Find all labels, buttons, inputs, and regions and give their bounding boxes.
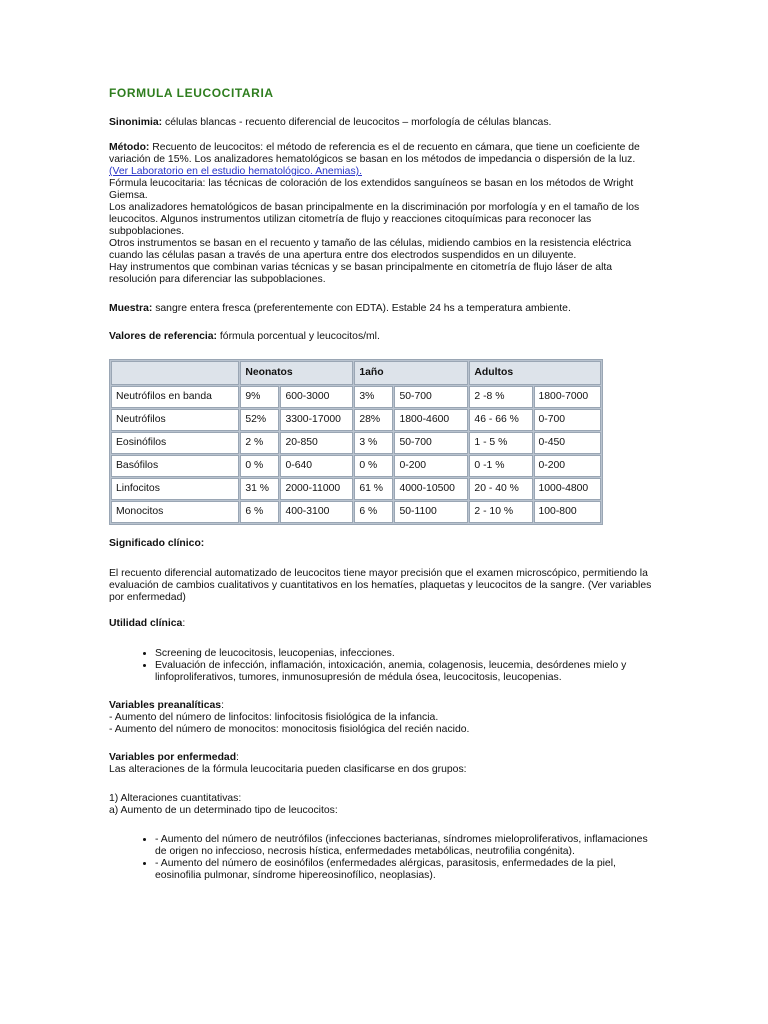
sinonimia-label: Sinonimia: <box>109 117 163 128</box>
table-cell: 0-640 <box>280 455 353 477</box>
table-cell: 0-200 <box>534 455 602 477</box>
table-row-label: Linfocitos <box>111 478 239 500</box>
page-title: FORMULA LEUCOCITARIA <box>109 86 274 100</box>
metodo-text: Recuento de leucocitos: el método de referencia es el de recuento en cámara, que tiene un coeficiente de variación de 15%. Los analizadores hematológicos se basan en los métodos de impedancia o dispersión de la luz. <box>109 142 640 165</box>
table-row <box>111 478 601 500</box>
table-cell: 61 % <box>354 478 393 500</box>
sinonimia-text: células blancas - recuento diferencial de leucocitos – morfología de células blancas. <box>162 117 552 128</box>
enfermedad-group-a: a) Aumento de un determinado tipo de leucocitos: <box>109 805 338 816</box>
document-content <box>109 86 657 882</box>
preanaliticas-suffix: : <box>221 700 224 711</box>
table-cell: 1800-7000 <box>534 386 602 408</box>
table-body <box>111 386 601 523</box>
table-row-label: Monocitos <box>111 501 239 523</box>
utilidad-list <box>109 648 657 684</box>
table-cell: 2 - 10 % <box>469 501 532 523</box>
preanaliticas-line-1: - Aumento del número de linfocitos: linfocitosis fisiológica de la infancia. <box>109 712 439 723</box>
table-cell: 0 % <box>240 455 279 477</box>
metodo-p4: Hay instrumentos que combinan varias técnicas y se basan principalmente en citometría de flujo láser de alta resolución para diferenciar las subpoblaciones. <box>109 262 613 285</box>
anemias-link[interactable]: (Ver Laboratorio en el estudio hematológico. Anemias). <box>109 166 362 177</box>
table-cell: 1800-4600 <box>394 409 468 431</box>
table-cell: 0 -1 % <box>469 455 532 477</box>
table-cell: 50-700 <box>394 386 468 408</box>
table-cell: 4000-10500 <box>394 478 468 500</box>
valores-text: fórmula porcentual y leucocitos/ml. <box>217 331 380 342</box>
table-cell: 0-700 <box>534 409 602 431</box>
table-cell: 46 - 66 % <box>469 409 532 431</box>
list-item: • - Aumento del número de neutrófilos (infecciones bacterianas, síndromes mieloproliferativos, inflamaciones de origen no infeccioso, necrosis hística, enfermedades metabólicas, neutrofilia congénita). <box>155 834 657 858</box>
table-row-label: Neutrófilos <box>111 409 239 431</box>
enfermedad-suffix: : <box>236 752 239 763</box>
enfermedad-group-1: 1) Alteraciones cuantitativas: <box>109 793 242 804</box>
utilidad-suffix: : <box>182 618 186 629</box>
table-cell: 3% <box>354 386 393 408</box>
table-row-label: Eosinófilos <box>111 432 239 454</box>
muestra-text: sangre entera fresca (preferentemente con EDTA). Estable 24 hs a temperatura ambiente. <box>152 303 571 314</box>
significado-label: Significado clínico: <box>109 538 205 549</box>
table-cell: 31 % <box>240 478 279 500</box>
sinonimia-paragraph <box>109 117 657 129</box>
table-row <box>111 386 601 408</box>
valores-paragraph <box>109 331 657 343</box>
table-cell: 50-1100 <box>394 501 468 523</box>
metodo-paragraph <box>109 142 657 166</box>
table-cell: 1000-4800 <box>534 478 602 500</box>
table-header-row <box>111 361 601 385</box>
table-header-adultos: Adultos <box>469 361 601 385</box>
list-item: • - Aumento del número de eosinófilos (enfermedades alérgicas, parasitosis, enfermedades de la piel, eosinofilia pulmonar, síndrome hipereosinofílico, neoplasias). <box>155 858 657 882</box>
list-item: • Screening de leucocitosis, leucopenias, infecciones. <box>155 648 657 660</box>
metodo-p2: Los analizadores hematológicos de basan principalmente en la discriminación por morfología y en el tamaño de los leucocitos. Algunos instrumentos utilizan citometría de flujo y reacciones citoquímicas para reconocer las subpoblaciones. <box>109 202 640 237</box>
table-cell: 3300-17000 <box>280 409 353 431</box>
table-cell: 2 % <box>240 432 279 454</box>
muestra-paragraph <box>109 303 657 315</box>
table-cell: 6 % <box>240 501 279 523</box>
enfermedad-label: Variables por enfermedad <box>109 752 237 763</box>
table-cell: 20-850 <box>280 432 353 454</box>
valores-label: Valores de referencia: <box>109 331 218 342</box>
table-header-1ano: 1año <box>354 361 468 385</box>
metodo-section <box>109 142 657 286</box>
table-cell: 52% <box>240 409 279 431</box>
reference-table <box>109 359 603 525</box>
enfermedad-heading <box>109 752 657 764</box>
table-cell: 28% <box>354 409 393 431</box>
metodo-p3: Otros instrumentos se basan en el recuento y tamaño de las células, midiendo cambios en la resistencia eléctrica cuando las células pasan a través de una apertura entre dos electrodos suspendidos en un diluyente. <box>109 238 632 261</box>
enfermedad-text: Las alteraciones de la fórmula leucocitaria pueden clasificarse en dos grupos: <box>109 764 467 775</box>
enfermedad-list <box>109 834 657 882</box>
metodo-label: Método: <box>109 142 150 153</box>
table-cell: 600-3000 <box>280 386 353 408</box>
table-cell: 20 - 40 % <box>469 478 532 500</box>
table-cell: 3 % <box>354 432 393 454</box>
utilidad-label: Utilidad clínica <box>109 618 183 629</box>
preanaliticas-label: Variables preanalíticas <box>109 700 222 711</box>
table-cell: 6 % <box>354 501 393 523</box>
table-header-cell <box>111 361 239 385</box>
table-cell: 100-800 <box>534 501 602 523</box>
table-cell: 1 - 5 % <box>469 432 532 454</box>
table-cell: 400-3100 <box>280 501 353 523</box>
table-row <box>111 432 601 454</box>
muestra-label: Muestra: <box>109 303 153 314</box>
list-item: • Evaluación de infección, inflamación, intoxicación, anemia, colagenosis, leucemia, desórdenes mielo y linfoproliferativos, tumores, inmunosupresión de médula ósea, leucocitosis, leucopenias. <box>155 660 657 684</box>
table-header-neonatos: Neonatos <box>240 361 353 385</box>
significado-text: El recuento diferencial automatizado de leucocitos tiene mayor precisión que el examen microscópico, permitiendo la evaluación de cambios cualitativos y cuantitativos en los hematíes, plaquetas y leucocitos de la sangre. (Ver variables por enfermedad) <box>109 568 652 603</box>
table-cell: 2000-11000 <box>280 478 353 500</box>
table-row <box>111 455 601 477</box>
utilidad-heading <box>109 618 657 630</box>
table-cell: 9% <box>240 386 279 408</box>
table-cell: 50-700 <box>394 432 468 454</box>
table-cell: 0 % <box>354 455 393 477</box>
table-row <box>111 409 601 431</box>
preanaliticas-line-2: - Aumento del número de monocitos: monocitosis fisiológica del recién nacido. <box>109 724 470 735</box>
preanaliticas-heading <box>109 700 657 712</box>
table-cell: 0-200 <box>394 455 468 477</box>
table-cell: 0-450 <box>534 432 602 454</box>
table-row <box>111 501 601 523</box>
metodo-p1: Fórmula leucocitaria: las técnicas de coloración de los extendidos sanguíneos se basan en los métodos de Wright Giemsa. <box>109 178 634 201</box>
table-row-label: Basófilos <box>111 455 239 477</box>
table-row-label: Neutrófilos en banda <box>111 386 239 408</box>
table-cell: 2 -8 % <box>469 386 532 408</box>
